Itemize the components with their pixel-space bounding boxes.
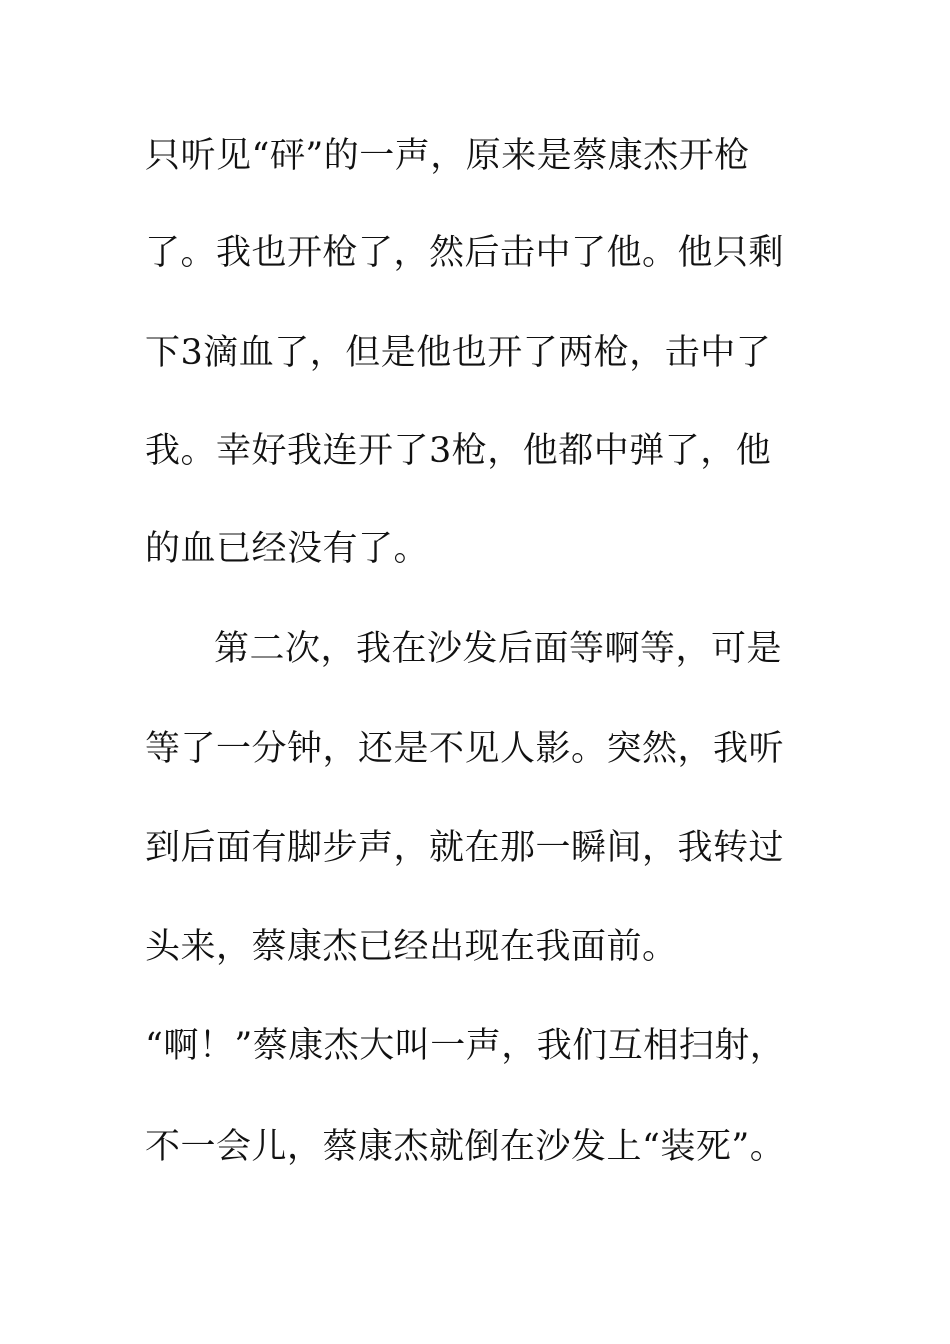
text-line-1: 只听见“砰”的一声，原来是蔡康杰开枪 [145, 136, 750, 176]
text-line-7: 等了一分钟，还是不见人影。突然，我听 [145, 729, 785, 769]
text-line-6: 第二次，我在沙发后面等啊等，可是 [214, 629, 783, 669]
text-line-8: 到后面有脚步声，就在那一瞬间，我转过 [145, 828, 785, 868]
text-line-10: “啊！”蔡康杰大叫一声，我们互相扫射， [145, 1026, 786, 1066]
text-line-4: 我。幸好我连开了3枪，他都中弹了，他 [145, 431, 772, 471]
text-line-11: 不一会儿，蔡康杰就倒在沙发上“装死”。 [145, 1127, 786, 1167]
text-line-9: 头来，蔡康杰已经出现在我面前。 [145, 927, 678, 967]
text-line-3: 下3滴血了，但是他也开了两枪，击中了 [145, 333, 772, 373]
text-line-2: 了。我也开枪了，然后击中了他。他只剩 [145, 233, 785, 273]
text-line-5: 的血已经没有了。 [145, 529, 430, 569]
